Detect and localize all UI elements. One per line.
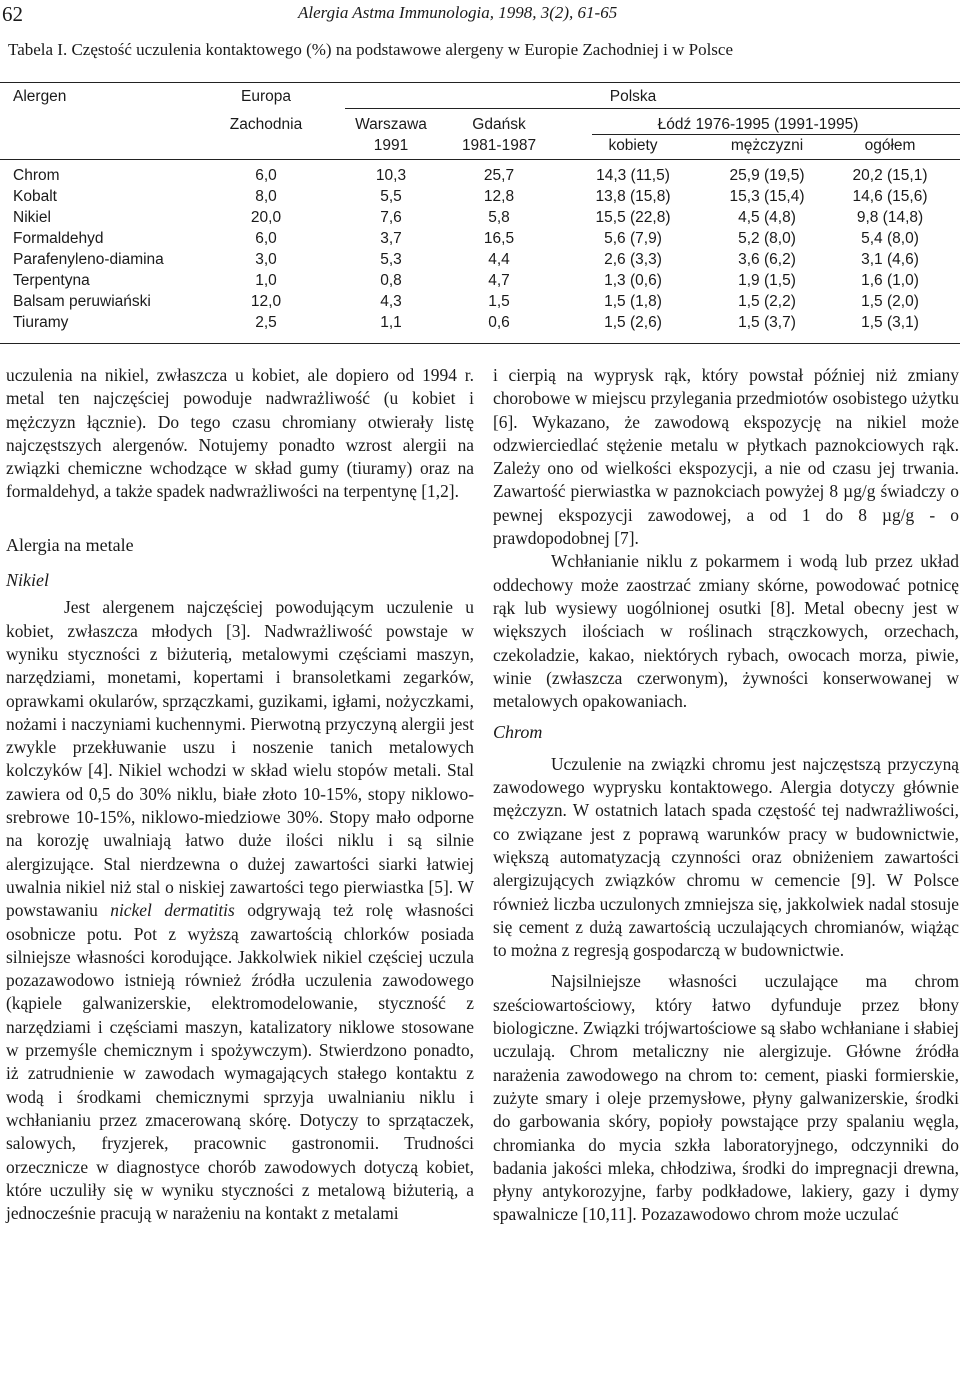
table-cell: 2,5 [255, 314, 277, 331]
table-cell: 3,6 (6,2) [738, 251, 796, 268]
table-cell: 8,0 [255, 188, 277, 205]
lodz-rule [592, 134, 960, 135]
table-cell: 13,8 (15,8) [595, 188, 671, 205]
table-cell: 25,9 (19,5) [729, 167, 805, 184]
table-top-rule [0, 82, 960, 83]
table-caption: Tabela I. Częstość uczulenia kontaktowego (%) na podstawowe alergeny w Europie Zachodniej i w Polsce [8, 40, 734, 59]
table-cell: 1,6 (1,0) [861, 272, 919, 289]
table-cell: 3,0 [255, 251, 277, 268]
col-header-zachodnia: Zachodnia [229, 116, 303, 133]
table-cell: 15,5 (22,8) [595, 209, 671, 226]
col-header-polska: Polska [609, 88, 657, 105]
header-bottom-rule [0, 159, 960, 160]
col-header-mezczyzni: mężczyzni [730, 137, 804, 154]
table-cell: 20,0 [250, 209, 282, 226]
table-cell: 5,5 [380, 188, 402, 205]
table-cell: 1,5 [488, 293, 510, 310]
allergen-name: Balsam peruwiański [13, 293, 151, 310]
table-cell: 1,5 (3,1) [861, 314, 919, 331]
page-header [0, 0, 960, 26]
table-cell: 1,3 (0,6) [604, 272, 662, 289]
col-header-allergen: Alergen [13, 88, 67, 105]
paragraph: Wchłanianie niklu z pokarmem i wodą lub przez układ oddechowy może zaostrzać zmiany skórne, powodować potnicę rąk lub wysiewy uogólnionej osutki [8]. Metal obecny jest w większych ilościach w roślinach strączkowych, orzechach, czekoladzie, kakao, niektórych rybach, owocach morza, piwie, winie (zwłaszcza czerwonym), żywności konserwowanej w metalowych opakowaniach. [493, 551, 959, 712]
paragraph-text: Jest alergenem najczęściej powodującym uczulenie u kobiet, zwłaszcza młodych [3]. Nadwrażliwość powstaje w wyniku styczności z biżuterią, metalowymi częściami maszyn, narzędziami, monetami, kopertami i bransoletkami zegarków, oprawkami okularów, sprzączkami, guzikami, igłami, nożyczkami, nożami i naczyniami kuchennymi. Pierwotną przyczyną alergii jest zwykle przekłuwanie uszu i noszenie tanich metalowych kolczyków [4]. Nikiel wchodzi w skład wielu stopów metali. Stal zawiera od 0,5 do 30% niklu, białe złoto 10-15%, stopy niklowo-srebrowe 10-15%, niklowo-miedziowe 30%. Stopy mało odporne na korozję uwalniają łatwo duże ilości niklu i są silnie alergizujące. Stal nierdzewna o dużej zawartości siarki łatwiej uwalnia nikiel niż stal o niskiej zawartości tego pierwiastka [5]. W powstawaniu [6, 597, 474, 921]
table-cell: 5,8 [488, 209, 510, 226]
allergen-name: Formaldehyd [13, 230, 104, 247]
table-cell: 15,3 (15,4) [729, 188, 805, 205]
left-column [6, 364, 474, 1225]
paragraph [6, 596, 474, 1225]
table-cell: 1,5 (2,0) [861, 293, 919, 310]
table-cell: 1,0 [255, 272, 277, 289]
table-cell: 0,6 [488, 314, 510, 331]
table-cell: 12,0 [250, 293, 282, 310]
table-cell: 5,4 (8,0) [861, 230, 919, 247]
table-cell: 12,8 [483, 188, 515, 205]
subsection-heading: Chrom [493, 722, 543, 743]
table-cell: 1,5 (1,8) [604, 293, 662, 310]
paragraph: i cierpią na wyprysk rąk, który powstał później niż zmiany chorobowe w miejscu przylegania przedmiotów osobistego użytku [6]. Wykazano, że zawodową ekspozycję na nikiel może odzwierciedlać stężenie metalu w płytkach paznokciowych rąk. Zależy ono od wielkości ekspozycji, a nie od czasu jej trwania. Zawartość pierwiastka w paznokciach powyżej 8 µg/g świadczy o pewnej ekspozycji zawodowej, a od 1 do 8 µg/g - o prawdopodobnej [7]. [493, 365, 959, 549]
allergen-name: Kobalt [13, 188, 57, 205]
col-header-ogolem: ogółem [864, 137, 916, 154]
table-cell: 16,5 [483, 230, 515, 247]
right-column [493, 364, 959, 1227]
col-header-warszawa: Warszawa [355, 116, 427, 133]
table-cell: 1,1 [380, 314, 402, 331]
table-cell: 10,3 [375, 167, 407, 184]
table-cell: 7,6 [380, 209, 402, 226]
allergen-name: Nikiel [13, 209, 51, 226]
table-cell: 0,8 [380, 272, 402, 289]
table-cell: 5,6 (7,9) [604, 230, 662, 247]
allergen-table [0, 78, 960, 346]
table-cell: 4,3 [380, 293, 402, 310]
col-header-warszawa-year: 1991 [373, 137, 409, 154]
allergen-name: Terpentyna [13, 272, 90, 289]
journal-citation: Alergia Astma Immunologia, 1998, 3(2), 61-65 [298, 3, 618, 22]
table-cell: 4,4 [488, 251, 510, 268]
page-number: 62 [2, 2, 23, 26]
table-cell: 25,7 [483, 167, 515, 184]
table-cell: 1,5 (2,6) [604, 314, 662, 331]
italic-term: nickel dermatitis [110, 900, 235, 921]
table-cell: 5,2 (8,0) [738, 230, 796, 247]
col-header-kobiety: kobiety [608, 137, 658, 154]
paragraph: uczulenia na nikiel, zwłaszcza u kobiet, ale dopiero od 1994 r. metal ten najczęściej powoduje nadwrażliwość (u kobiet i mężczyzn łącznie). Do tego czasu chromiany otwierały listę najczęstszych alergenów. Notujemy ponadto wzrost alergii na związki chemiczne wchodzące w skład gumy (tiuramy) oraz na formaldehyd, a także spadek nadwrażliwości na terpentynę [1,2]. [6, 365, 474, 502]
table-cell: 14,3 (11,5) [596, 167, 670, 184]
table-cell: 4,5 (4,8) [738, 209, 796, 226]
table-cell: 2,6 (3,3) [604, 251, 662, 268]
allergen-name: Chrom [13, 167, 60, 184]
table-cell: 14,6 (15,6) [852, 188, 928, 205]
table-cell: 1,5 (3,7) [738, 314, 796, 331]
col-header-gdansk: Gdańsk [472, 116, 526, 133]
table-cell: 4,7 [488, 272, 510, 289]
table-cell: 3,7 [380, 230, 402, 247]
table-cell: 3,1 (4,6) [861, 251, 919, 268]
table-bottom-rule [0, 343, 960, 344]
table-cell: 5,3 [380, 251, 402, 268]
paragraph-text: odgrywają też rolę własności osobnicze potu. Pot z wyższą zawartością chlorków posiada silniejsze własności korodujące. Jakkolwiek nikiel częściej uczula pozazawodowo istnieją również źródła uczulenia zawodowego (kąpiele galwanizerskie, elektromodelowanie, styczność z narzędziami i częściami maszyn, katalizatory niklowe stosowane w przemyśle chemicznym i spożywczym). Stwierdzono ponadto, iż zatrudnienie w zawodach wymagających stałego kontaktu z wodą i środkami chemicznymi sprzyja uwalnianiu niklu i wchłanianiu przez zmacerowaną skórę. Dotyczy to sprzątaczek, salowych, fryzjerek, pracownic gastronomii. Trudności orzecznicze w diagnostyce chorób zawodowych dotyczą kobiet, które uczuliły się w wyniku styczności z metalową biżuterią, a jednocześnie pracują w narażeniu na kontakt z metalami [6, 900, 474, 1224]
section-heading: Alergia na metale [6, 534, 134, 555]
paragraph-gap [493, 962, 959, 970]
table-cell: 6,0 [255, 230, 277, 247]
col-header-lodz: Łódź 1976-1995 (1991-1995) [657, 116, 859, 133]
table-cell: 6,0 [255, 167, 277, 184]
paragraph: Najsilniejsze własności uczulające ma chrom sześciowartościowy, który łatwo dyfunduje przez błony biologiczne. Związki trójwartościowe są słabo wchłaniane i słabiej uczulają. Chrom metaliczny nie alergizuje. Główne źródła narażenia zawodowego na chrom to: cement, piaski formierskie, zużyte smary i oleje przemysłowe, płyny galwanizerskie, środki do garbowania skóry, popioły powstające przy spalaniu węgla, chromianka do mycia szkła laboratoryjnego, odczynniki do badania jakości mleka, chłodziwa, środki do impregnacji drewna, płyny antykorozyjne, farby podkładowe, lakiery, gazy i dymy spawalnicze [10,11]. Pozazawodowo chrom może uczulać [493, 971, 959, 1225]
col-header-gdansk-years: 1981-1987 [461, 137, 537, 154]
table-cell: 1,9 (1,5) [738, 272, 796, 289]
allergen-name: Parafenyleno-diamina [13, 251, 164, 268]
table-cell: 9,8 (14,8) [856, 209, 924, 226]
subsection-heading: Nikiel [6, 570, 49, 591]
col-header-europa: Europa [241, 88, 291, 105]
table-cell: 20,2 (15,1) [852, 167, 928, 184]
paragraph: Uczulenie na związki chromu jest najczęstszą przyczyną zawodowego wyprysku kontaktowego. Alergia dotyczy głównie mężczyzn. W ostatnich latach spada częstość tej nadwrażliwości, co związane jest z poprawą warunków pracy w budownictwie, większą automatyzacją czynności oraz obniżeniem zawartości alergizujących związków chromu w cemencie [9]. W Polsce również liczba uczulonych zmniejsza się, jakkolwiek nadal stosuje się cement z dużą zawartością uczulających chromianów, wiążąc to można z regresją gospodarczą w budownictwie. [493, 753, 959, 961]
polska-rule [345, 108, 960, 109]
allergen-name: Tiuramy [13, 314, 69, 331]
table-cell: 1,5 (2,2) [738, 293, 796, 310]
